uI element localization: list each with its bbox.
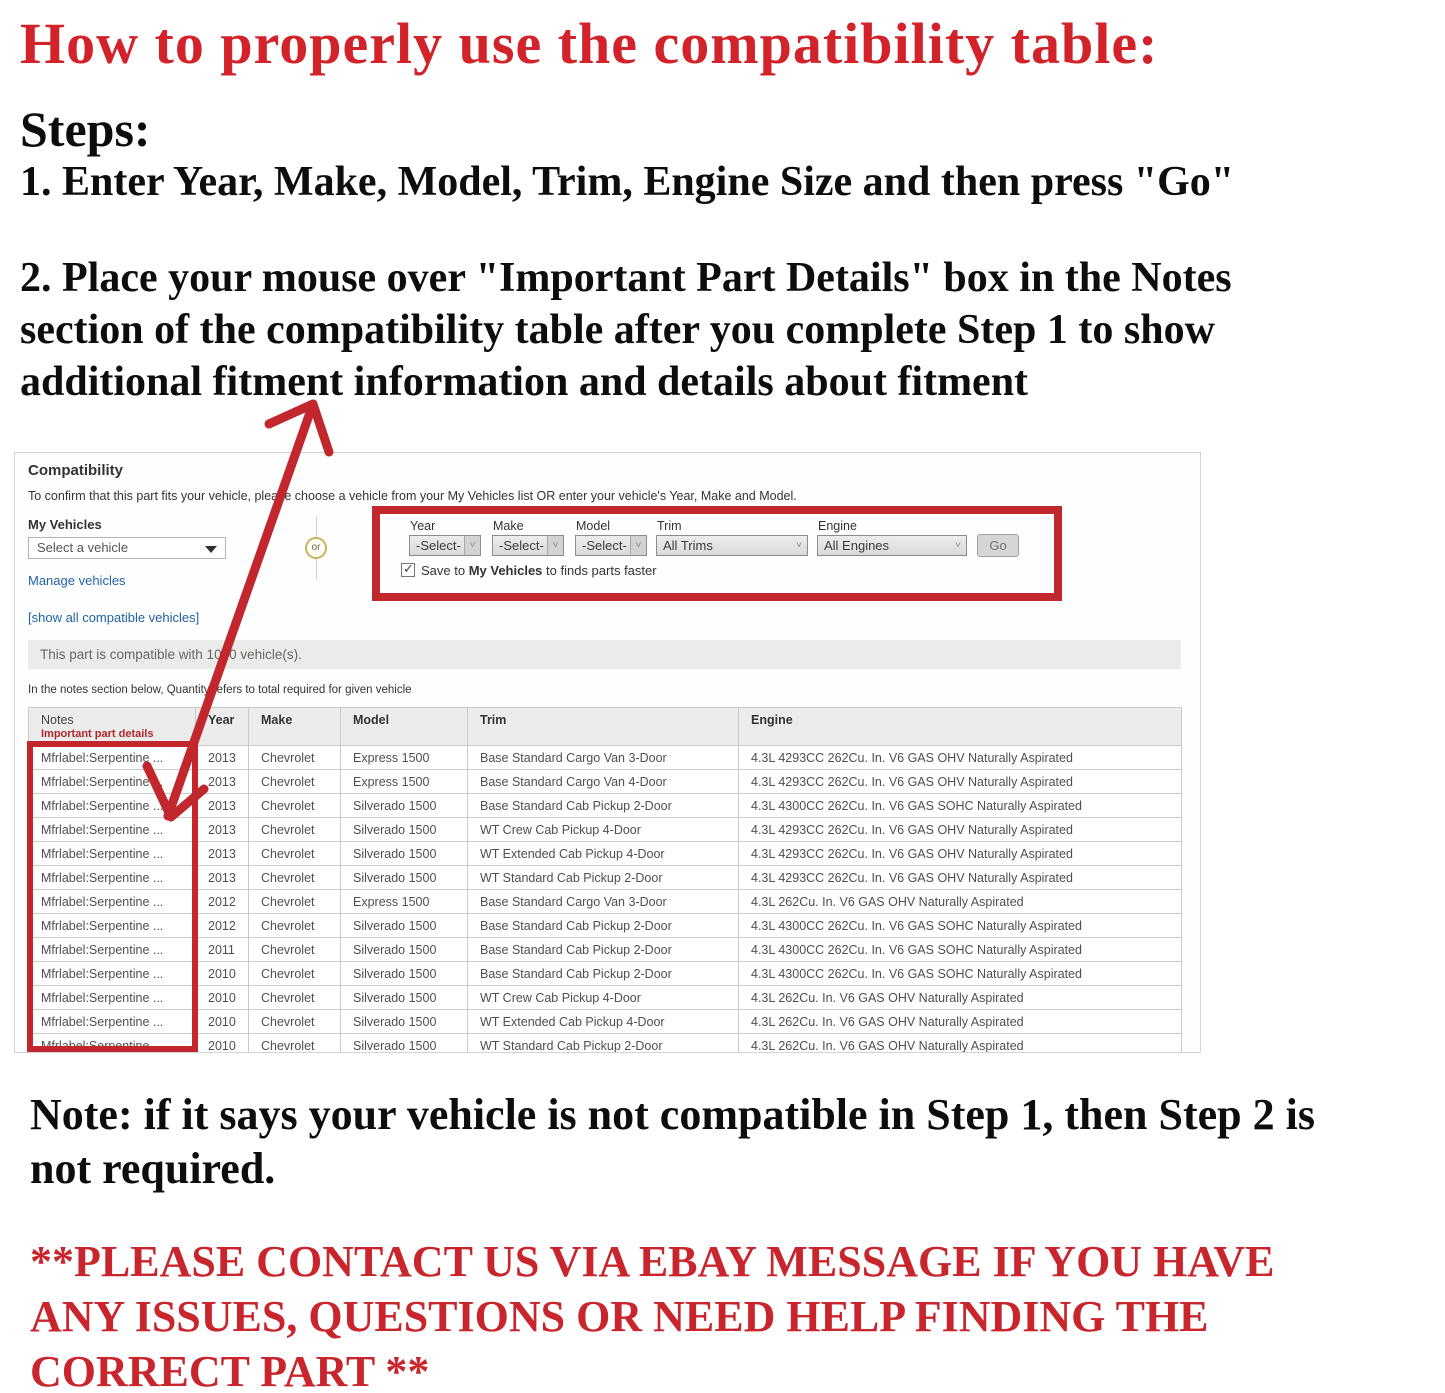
chevron-down-icon: ˅ xyxy=(955,540,961,551)
step2-line: additional fitment information and details about fitment xyxy=(20,359,1029,405)
cell-trim: Base Standard Cab Pickup 2-Door xyxy=(468,794,739,818)
make-select[interactable] xyxy=(492,535,564,556)
table-row xyxy=(29,866,1182,890)
table-row xyxy=(29,1034,1182,1054)
step2-line: section of the compatibility table after you complete Step 1 to show xyxy=(20,307,1215,353)
table-row xyxy=(29,746,1182,770)
cell-trim: WT Standard Cab Pickup 2-Door xyxy=(468,866,739,890)
cell-year: 2012 xyxy=(196,914,249,938)
cell-model: Express 1500 xyxy=(341,746,468,770)
table-row xyxy=(29,842,1182,866)
cell-engine: 4.3L 4293CC 262Cu. In. V6 GAS OHV Naturally Aspirated xyxy=(739,818,1182,842)
compatibility-panel xyxy=(14,452,1201,1053)
cell-year: 2010 xyxy=(196,986,249,1010)
page-title: How to properly use the compatibility table: xyxy=(20,11,1159,76)
panel-title: Compatibility xyxy=(28,462,124,479)
cell-notes[interactable]: Mfrlabel:Serpentine ... xyxy=(29,962,196,986)
cell-make: Chevrolet xyxy=(249,1034,341,1054)
cell-year: 2012 xyxy=(196,890,249,914)
cell-year: 2010 xyxy=(196,962,249,986)
header-model: Model xyxy=(341,708,468,746)
cell-make: Chevrolet xyxy=(249,746,341,770)
cell-model: Silverado 1500 xyxy=(341,818,468,842)
manage-vehicles-link[interactable]: Manage vehicles xyxy=(28,573,126,588)
save-to-vehicles-row xyxy=(401,563,657,578)
cell-make: Chevrolet xyxy=(249,842,341,866)
cell-engine: 4.3L 4300CC 262Cu. In. V6 GAS SOHC Naturally Aspirated xyxy=(739,962,1182,986)
cell-trim: Base Standard Cargo Van 3-Door xyxy=(468,890,739,914)
cell-make: Chevrolet xyxy=(249,914,341,938)
compatibility-table xyxy=(28,707,1182,1053)
cell-notes[interactable]: Mfrlabel:Serpentine ... xyxy=(29,986,196,1010)
cell-engine: 4.3L 4293CC 262Cu. In. V6 GAS OHV Naturally Aspirated xyxy=(739,842,1182,866)
cell-engine: 4.3L 262Cu. In. V6 GAS OHV Naturally Aspirated xyxy=(739,890,1182,914)
cell-engine: 4.3L 4300CC 262Cu. In. V6 GAS SOHC Naturally Aspirated xyxy=(739,938,1182,962)
table-row xyxy=(29,914,1182,938)
cell-make: Chevrolet xyxy=(249,986,341,1010)
cell-make: Chevrolet xyxy=(249,938,341,962)
cell-model: Express 1500 xyxy=(341,770,468,794)
chevron-down-icon: ˅ xyxy=(796,540,802,551)
contact-line: **PLEASE CONTACT US VIA EBAY MESSAGE IF YOU HAVE xyxy=(30,1237,1275,1286)
table-body xyxy=(29,746,1182,1054)
cell-year: 2013 xyxy=(196,770,249,794)
table-row xyxy=(29,938,1182,962)
table-row xyxy=(29,890,1182,914)
cell-engine: 4.3L 4293CC 262Cu. In. V6 GAS OHV Naturally Aspirated xyxy=(739,866,1182,890)
note-line: Note: if it says your vehicle is not compatible in Step 1, then Step 2 is xyxy=(30,1090,1315,1139)
cell-make: Chevrolet xyxy=(249,866,341,890)
cell-trim: WT Extended Cab Pickup 4-Door xyxy=(468,1010,739,1034)
save-checkbox[interactable] xyxy=(401,563,415,577)
cell-model: Express 1500 xyxy=(341,890,468,914)
header-notes xyxy=(29,708,196,746)
cell-engine: 4.3L 4293CC 262Cu. In. V6 GAS OHV Naturally Aspirated xyxy=(739,770,1182,794)
cell-notes[interactable]: Mfrlabel:Serpentine ... xyxy=(29,1010,196,1034)
cell-notes[interactable]: Mfrlabel:Serpentine ... xyxy=(29,890,196,914)
trim-select-value: All Trims xyxy=(663,538,713,553)
cell-trim: Base Standard Cargo Van 4-Door xyxy=(468,770,739,794)
make-select-value: -Select- xyxy=(499,538,544,553)
cell-notes[interactable]: Mfrlabel:Serpentine ... xyxy=(29,866,196,890)
cell-trim: WT Standard Cab Pickup 2-Door xyxy=(468,1034,739,1054)
table-header-row xyxy=(29,708,1182,746)
cell-notes[interactable]: Mfrlabel:Serpentine ... xyxy=(29,794,196,818)
cell-year: 2013 xyxy=(196,794,249,818)
model-select-value: -Select- xyxy=(582,538,627,553)
step2-text xyxy=(20,252,1232,408)
my-vehicles-label: My Vehicles xyxy=(28,517,102,532)
table-row xyxy=(29,1010,1182,1034)
cell-model: Silverado 1500 xyxy=(341,866,468,890)
header-notes-label: Notes xyxy=(41,713,74,727)
trim-select[interactable] xyxy=(656,535,808,556)
cell-year: 2013 xyxy=(196,842,249,866)
save-label-bold: My Vehicles xyxy=(468,563,543,578)
cell-make: Chevrolet xyxy=(249,818,341,842)
cell-make: Chevrolet xyxy=(249,1010,341,1034)
contact-line: ANY ISSUES, QUESTIONS OR NEED HELP FINDING THE xyxy=(30,1292,1209,1341)
model-label: Model xyxy=(576,519,611,533)
show-all-compatible-link[interactable]: [show all compatible vehicles] xyxy=(28,610,200,625)
cell-model: Silverado 1500 xyxy=(341,962,468,986)
chevron-down-icon: ˅ xyxy=(630,536,646,555)
note-line: not required. xyxy=(30,1144,276,1193)
cell-engine: 4.3L 4293CC 262Cu. In. V6 GAS OHV Naturally Aspirated xyxy=(739,746,1182,770)
table-row xyxy=(29,986,1182,1010)
bottom-note xyxy=(30,1088,1315,1196)
table-row xyxy=(29,794,1182,818)
cell-year: 2011 xyxy=(196,938,249,962)
cell-model: Silverado 1500 xyxy=(341,938,468,962)
year-select[interactable] xyxy=(409,535,481,556)
header-make: Make xyxy=(249,708,341,746)
engine-label: Engine xyxy=(818,519,857,533)
cell-model: Silverado 1500 xyxy=(341,1034,468,1054)
chevron-down-icon: ˅ xyxy=(464,536,480,555)
table-row xyxy=(29,770,1182,794)
cell-engine: 4.3L 4300CC 262Cu. In. V6 GAS SOHC Naturally Aspirated xyxy=(739,914,1182,938)
cell-engine: 4.3L 262Cu. In. V6 GAS OHV Naturally Aspirated xyxy=(739,1010,1182,1034)
cell-year: 2013 xyxy=(196,866,249,890)
cell-notes[interactable]: Mfrlabel:Serpentine ... xyxy=(29,914,196,938)
vehicle-select[interactable] xyxy=(28,537,226,559)
cell-trim: Base Standard Cab Pickup 2-Door xyxy=(468,962,739,986)
table-row xyxy=(29,818,1182,842)
cell-make: Chevrolet xyxy=(249,962,341,986)
cell-notes[interactable]: Mfrlabel:Serpentine ... xyxy=(29,842,196,866)
chevron-down-icon: ˅ xyxy=(547,536,563,555)
notes-hint: In the notes section below, Quantity refers to total required for given vehicle xyxy=(28,684,412,696)
engine-select[interactable] xyxy=(817,535,967,556)
cell-model: Silverado 1500 xyxy=(341,986,468,1010)
cell-model: Silverado 1500 xyxy=(341,794,468,818)
cell-year: 2013 xyxy=(196,746,249,770)
cell-trim: WT Extended Cab Pickup 4-Door xyxy=(468,842,739,866)
cell-notes[interactable]: Mfrlabel:Serpentine xyxy=(29,1034,196,1054)
engine-select-value: All Engines xyxy=(824,538,890,553)
header-year: Year xyxy=(196,708,249,746)
cell-notes[interactable]: Mfrlabel:Serpentine ... xyxy=(29,746,196,770)
table-row xyxy=(29,962,1182,986)
header-trim: Trim xyxy=(468,708,739,746)
cell-year: 2010 xyxy=(196,1010,249,1034)
contact-message xyxy=(30,1234,1275,1393)
cell-trim: Base Standard Cab Pickup 2-Door xyxy=(468,914,739,938)
trim-label: Trim xyxy=(657,519,682,533)
step1-text: 1. Enter Year, Make, Model, Trim, Engine Size and then press "Go" xyxy=(20,159,1235,205)
header-engine: Engine xyxy=(739,708,1182,746)
important-part-details-label[interactable]: Important part details xyxy=(41,728,154,740)
cell-model: Silverado 1500 xyxy=(341,842,468,866)
year-label: Year xyxy=(410,519,436,533)
cell-model: Silverado 1500 xyxy=(341,1010,468,1034)
cell-trim: Base Standard Cab Pickup 2-Door xyxy=(468,938,739,962)
cell-trim: WT Crew Cab Pickup 4-Door xyxy=(468,818,739,842)
cell-make: Chevrolet xyxy=(249,794,341,818)
year-select-value: -Select- xyxy=(416,538,461,553)
cell-model: Silverado 1500 xyxy=(341,914,468,938)
make-label: Make xyxy=(493,519,524,533)
vehicle-select-value: Select a vehicle xyxy=(37,540,129,555)
steps-heading: Steps: xyxy=(20,101,151,157)
cell-notes[interactable]: Mfrlabel:Serpentine ... xyxy=(29,818,196,842)
go-button[interactable]: Go xyxy=(977,534,1019,557)
or-badge: or xyxy=(305,537,327,559)
cell-make: Chevrolet xyxy=(249,890,341,914)
save-label-after: to finds parts faster xyxy=(542,563,657,578)
compatible-count-banner: This part is compatible with 1000 vehicle(s). xyxy=(28,640,1181,669)
cell-year: 2010 xyxy=(196,1034,249,1054)
step2-line: 2. Place your mouse over "Important Part Details" box in the Notes xyxy=(20,255,1232,301)
cell-notes[interactable]: Mfrlabel:Serpentine ... xyxy=(29,938,196,962)
save-label-before: Save to xyxy=(421,563,469,578)
cell-make: Chevrolet xyxy=(249,770,341,794)
contact-line: CORRECT PART ** xyxy=(30,1347,430,1393)
model-select[interactable] xyxy=(575,535,647,556)
cell-trim: Base Standard Cargo Van 3-Door xyxy=(468,746,739,770)
cell-engine: 4.3L 262Cu. In. V6 GAS OHV Naturally Aspirated xyxy=(739,1034,1182,1054)
cell-engine: 4.3L 4300CC 262Cu. In. V6 GAS SOHC Naturally Aspirated xyxy=(739,794,1182,818)
cell-year: 2013 xyxy=(196,818,249,842)
cell-engine: 4.3L 262Cu. In. V6 GAS OHV Naturally Aspirated xyxy=(739,986,1182,1010)
caret-down-icon xyxy=(205,546,217,553)
cell-notes[interactable]: Mfrlabel:Serpentine ... xyxy=(29,770,196,794)
panel-description: To confirm that this part fits your vehicle, please choose a vehicle from your My Vehicles list OR enter your vehicle's Year, Make and Model. xyxy=(28,489,797,503)
cell-trim: WT Crew Cab Pickup 4-Door xyxy=(468,986,739,1010)
